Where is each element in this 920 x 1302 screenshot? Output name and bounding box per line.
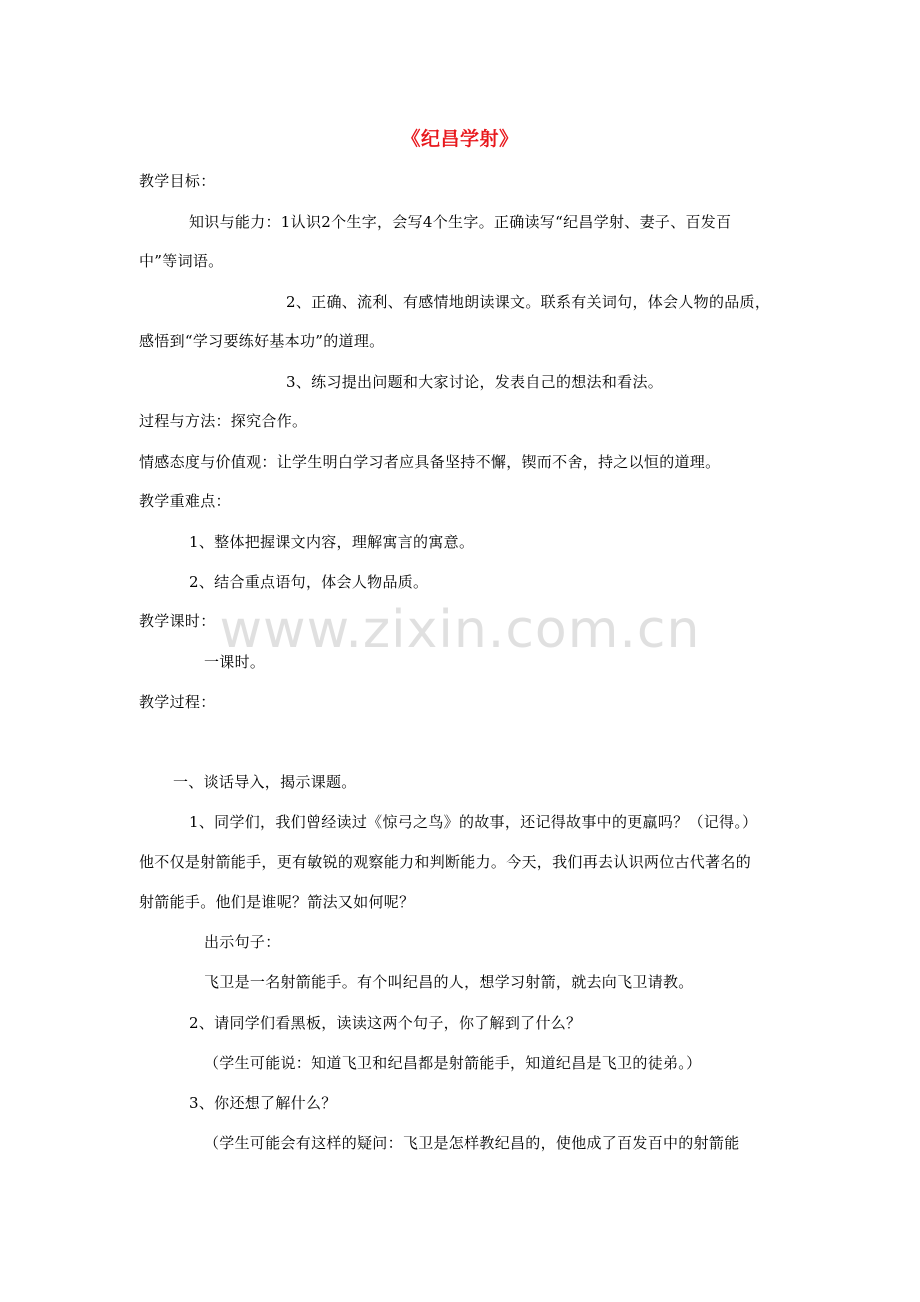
paragraph-line: 一课时。 xyxy=(204,653,266,671)
paragraph-line: 中”等词语。 xyxy=(139,252,224,270)
heading-class-hours: 教学课时： xyxy=(139,612,216,630)
document-title: 《纪昌学射》 xyxy=(401,128,519,150)
heading-key-points: 教学重难点： xyxy=(139,492,231,510)
paragraph-line: 飞卫是一名射箭能手。有个叫纪昌的人，想学习射箭，就去向飞卫请教。 xyxy=(204,973,694,991)
paragraph-line: 2、正确、流利、有感情地朗读课文。联系有关词句，体会人物的品质， xyxy=(286,293,771,311)
list-item: 2、结合重点语句，体会人物品质。 xyxy=(189,573,429,591)
paragraph-line: 过程与方法：探究合作。 xyxy=(139,412,308,430)
paragraph-line: 射箭能手。他们是谁呢？箭法又如何呢？ xyxy=(139,893,415,911)
watermark: www.zixin.com.cn xyxy=(219,600,701,660)
paragraph-line: 出示句子： xyxy=(204,933,281,951)
heading-teaching-goals: 教学目标： xyxy=(139,172,216,190)
paragraph-line: 知识与能力：1认识2个生字，会写4个生字。正确读写“纪昌学射、妻子、百发百 xyxy=(189,213,732,231)
paragraph-line: （学生可能说：知道飞卫和纪昌都是射箭能手，知道纪昌是飞卫的徒弟。） xyxy=(204,1054,702,1072)
heading-teaching-process: 教学过程： xyxy=(139,693,216,711)
paragraph-line: 3、你还想了解什么？ xyxy=(189,1094,337,1112)
section-heading: 一、谈话导入，揭示课题。 xyxy=(173,773,357,791)
paragraph-line: 他不仅是射箭能手，更有敏锐的观察能力和判断能力。今天，我们再去认识两位古代著名的 xyxy=(139,853,752,871)
list-item: 1、整体把握课文内容，理解寓言的寓意。 xyxy=(189,533,475,551)
paragraph-line: 感悟到“学习要练好基本功”的道理。 xyxy=(139,332,385,350)
paragraph-line: 1、同学们，我们曾经读过《惊弓之鸟》的故事，还记得故事中的更羸吗？（记得。） xyxy=(189,813,758,831)
paragraph-line: 情感态度与价值观：让学生明白学习者应具备坚持不懈，锲而不舍，持之以恒的道理。 xyxy=(139,453,721,471)
paragraph-line: （学生可能会有这样的疑问：飞卫是怎样教纪昌的，使他成了百发百中的射箭能 xyxy=(204,1134,740,1152)
paragraph-line: 3、练习提出问题和大家讨论，发表自己的想法和看法。 xyxy=(286,373,664,391)
paragraph-line: 2、请同学们看黑板，读读这两个句子，你了解到了什么？ xyxy=(189,1014,582,1032)
